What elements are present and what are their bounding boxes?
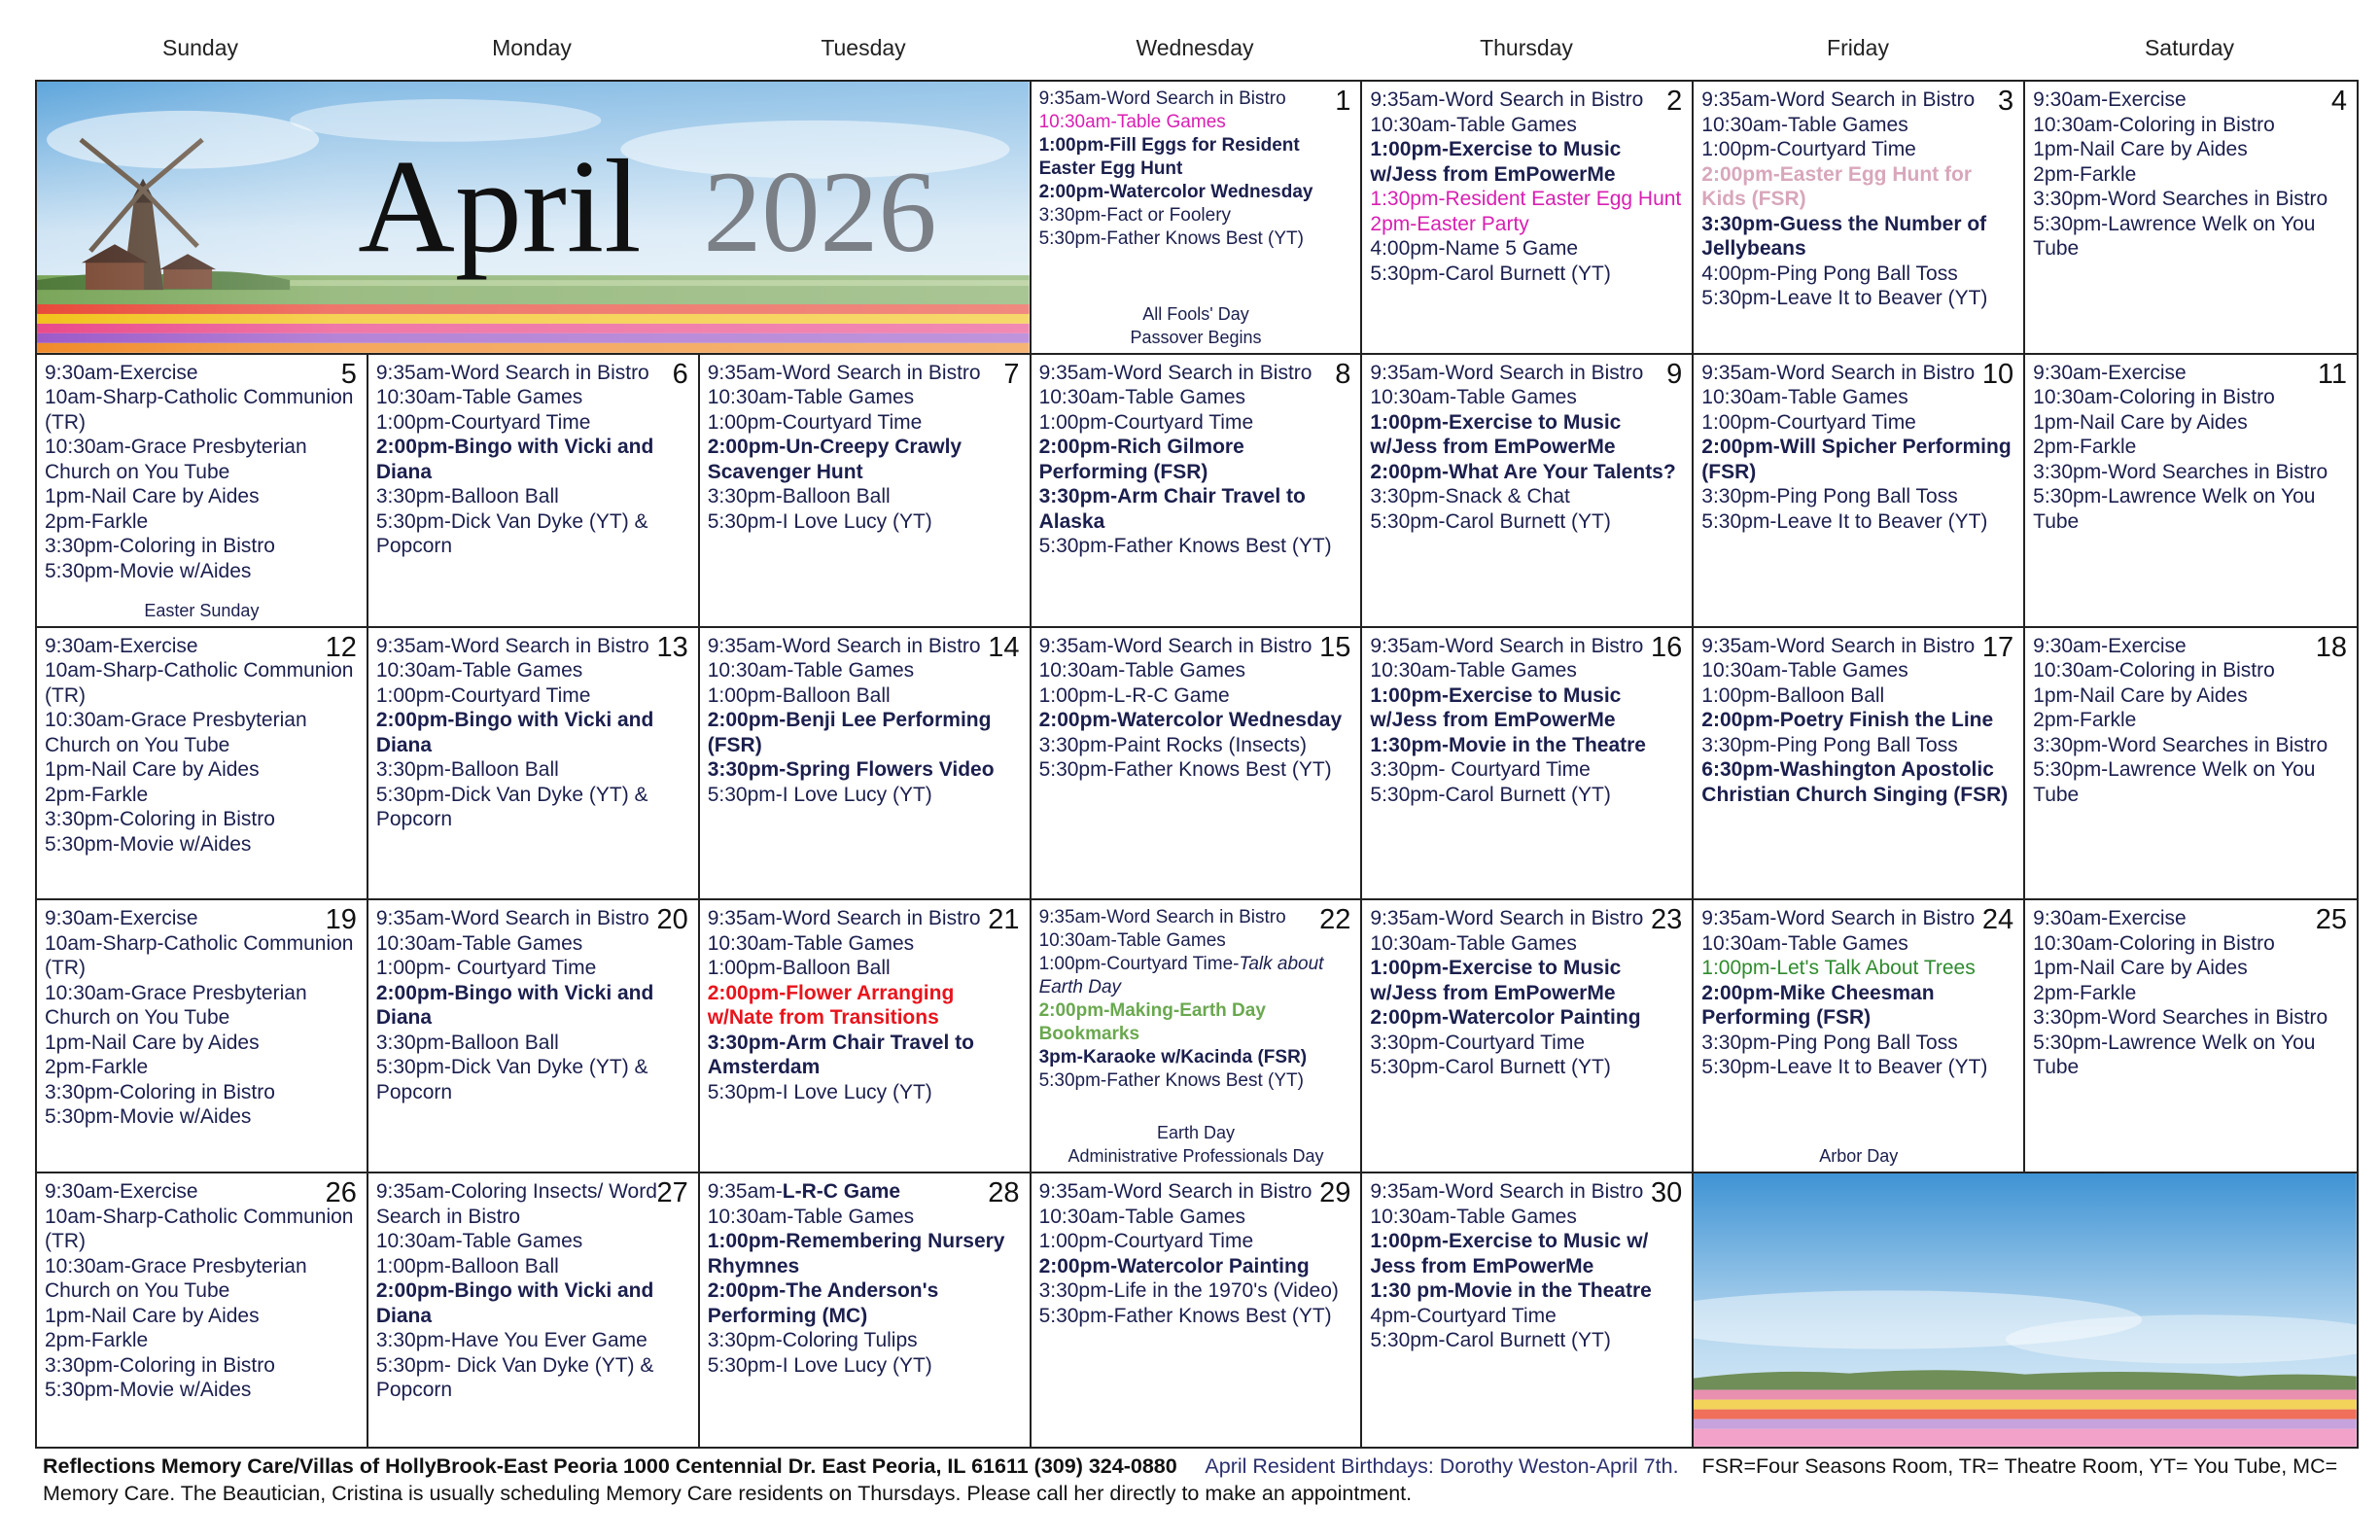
event-item: 2pm-Farkle [2033, 436, 2137, 459]
event-item: 3:30pm-Guess the Number of Jellybeans [1701, 212, 1987, 260]
event-item: 9:35am-Word Search in Bistro [1370, 88, 1644, 111]
event-item: 9:35am-Word Search in Bistro [1701, 907, 1976, 930]
event-item: 1:00pm-Exercise to Music w/Jess from EmPowerMe [1370, 957, 1622, 1004]
month-title: April [358, 131, 642, 281]
day-number: 9 [1666, 358, 1683, 390]
event-item: 1:00pm-Courtyard Time [375, 683, 591, 707]
event-item: 3:30pm-Arm Chair Travel to Amsterdam [707, 1031, 974, 1079]
event-item: 9:35am-Word Search in Bistro [375, 634, 649, 657]
day-cell [1032, 82, 1363, 355]
day-number: 15 [1319, 631, 1351, 663]
event-item: 3:30pm-Have You Ever Game [375, 1329, 648, 1352]
event-item: 3:30pm-Balloon Ball [375, 485, 559, 508]
day-number: 19 [325, 904, 357, 936]
event-item: 2:00pm-Benji Lee Performing (FSR) [707, 709, 992, 756]
event-item: 10:30am-Grace Presbyterian Church on You Tube [45, 981, 307, 1030]
day-number: 10 [1981, 358, 2014, 390]
event-item: 2:00pm-Will Spicher Performing (FSR) [1701, 436, 2012, 483]
day-cell [1694, 900, 2025, 1173]
day-number: 16 [1651, 631, 1683, 663]
event-item: 10:30am-Grace Presbyterian Church on You Tube [45, 1254, 307, 1303]
day-number: 22 [1319, 904, 1351, 936]
event-item: 3:30pm- Courtyard Time [1370, 758, 1591, 782]
event-item: 10:30am-Table Games [707, 931, 915, 955]
event-item: 9:35am-Word Search in Bistro [1370, 907, 1644, 930]
event-item: 5:30pm-Father Knows Best (YT) [1038, 228, 1304, 249]
event-item: 9:30am-Exercise [2033, 907, 2187, 930]
day-cell [368, 1173, 700, 1447]
holiday-label [1694, 1144, 2023, 1168]
event-item: 1pm-Nail Care by Aides [2033, 410, 2248, 434]
event-item: 1:00pm-Balloon Ball [375, 1254, 559, 1278]
event-item: 9:35am-Word Search in Bistro [1038, 907, 1286, 928]
day-number: 18 [2315, 631, 2347, 663]
event-item: 3:30pm-Coloring in Bistro [45, 535, 275, 558]
day-number: 30 [1651, 1177, 1683, 1209]
event-item: 2:00pm-Watercolor Painting [1370, 1006, 1641, 1030]
event-item: 1:00pm-Exercise to Music w/Jess from EmPowerMe [1370, 683, 1622, 732]
day-cell [368, 900, 700, 1173]
event-item: 5:30pm-Movie w/Aides [45, 1105, 252, 1129]
event-item: 10:30am-Table Games [375, 659, 583, 682]
event-item: 10:30am-Table Games [1701, 113, 1908, 136]
weekday-thursday: Thursday [1480, 35, 1573, 60]
event-item: 3:30pm-Ping Pong Ball Toss [1701, 485, 1958, 508]
event-item: 1:00pm-Balloon Ball [1701, 683, 1885, 707]
event-item: 3:30pm-Courtyard Time [1370, 1031, 1586, 1054]
day-number: 11 [2317, 358, 2347, 390]
day-cell [2025, 900, 2357, 1173]
event-item: 5:30pm-Father Knows Best (YT) [1038, 535, 1332, 558]
event-item: 3:30pm-Balloon Ball [707, 485, 891, 508]
holiday-name: Passover Begins [1130, 327, 1262, 347]
event-item: 10:30am-Table Games [1038, 1205, 1246, 1228]
event-item: 9:35am-Word Search in Bistro [1038, 88, 1286, 109]
event-item: 2:00pm-Easter Egg Hunt for Kids (FSR) [1701, 162, 1972, 210]
holiday-label [37, 599, 367, 622]
event-item: 3:30pm-Word Searches in Bistro [2033, 1006, 2328, 1030]
weekday-monday: Monday [492, 35, 572, 60]
holiday-label [1032, 1121, 1361, 1168]
day-number: 7 [1003, 358, 1020, 390]
day-cell [700, 900, 1032, 1173]
footer-address: Reflections Memory Care/Villas of HollyBrook-East Peoria 1000 Centennial Dr. East Peoria, IL 61611 (309) 324-0880 [43, 1454, 1177, 1478]
event-item: 1pm-Nail Care by Aides [2033, 138, 2248, 160]
event-item: 10am-Sharp-Catholic Communion (TR) [45, 386, 354, 434]
event-item: 5:30pm-Carol Burnett (YT) [1370, 509, 1611, 533]
event-item: 10:30am-Grace Presbyterian Church on You Tube [45, 709, 307, 756]
day-cell [1694, 82, 2025, 355]
event-item: 9:30am-Exercise [45, 634, 198, 657]
event-item: 5:30pm-I Love Lucy (YT) [707, 1080, 932, 1103]
event-item: 2:00pm-Watercolor Wednesday [1038, 709, 1343, 732]
event-item: 10:30am-Coloring in Bistro [2033, 113, 2275, 136]
event-item: 3:30pm-Coloring in Bistro [45, 1080, 275, 1103]
event-item: 5:30pm-I Love Lucy (YT) [707, 783, 932, 806]
event-item: 5:30pm-Dick Van Dyke (YT) & Popcorn [375, 783, 648, 831]
event-item: 9:35am-Word Search in Bistro [1701, 634, 1976, 657]
day-number: 8 [1335, 358, 1351, 390]
holiday-name: Arbor Day [1819, 1146, 1899, 1167]
weekday-friday: Friday [1827, 35, 1889, 60]
event-item: 2:00pm-Watercolor Painting [1038, 1254, 1310, 1278]
event-item: 2:00pm-Flower Arranging w/Nate from Transitions [707, 981, 955, 1030]
tulip-field-image [1694, 1173, 2357, 1447]
day-cell [1694, 355, 2025, 628]
day-cell [1694, 628, 2025, 901]
event-item: 10:30am-Table Games [1701, 386, 1908, 409]
day-number: 3 [1998, 86, 2014, 117]
day-number: 17 [1981, 631, 2014, 663]
event-item [708, 1179, 1022, 1205]
event-item: 10:30am-Table Games [1038, 930, 1226, 952]
day-cell [1362, 82, 1694, 355]
event-item: 3:30pm-Word Searches in Bistro [2033, 188, 2328, 210]
footer-note [43, 1452, 2357, 1507]
event-item: 9:30am-Exercise [45, 907, 198, 930]
event-item: 9:30am-Exercise [45, 1180, 198, 1204]
event-item: 2pm-Farkle [45, 783, 149, 806]
day-cell [368, 628, 700, 901]
event-item: 1:00pm-Courtyard Time [1038, 410, 1254, 434]
day-cell [1362, 1173, 1694, 1447]
event-time: 9:35am- [707, 1180, 783, 1204]
event-item: 10:30am-Table Games [1038, 386, 1246, 409]
event-item: 5:30pm-Carol Burnett (YT) [1370, 783, 1611, 806]
holiday-name: Administrative Professionals Day [1068, 1146, 1324, 1167]
event-item: 9:35am-Coloring Insects/ Word Search in Bistro [375, 1180, 657, 1228]
event-item: 5:30pm-Lawrence Welk on You Tube [2033, 1031, 2316, 1079]
event-item: 10:30am-Table Games [707, 659, 915, 682]
day-cell [700, 1173, 1032, 1447]
event-item: 5:30pm- Dick Van Dyke (YT) & Popcorn [375, 1353, 654, 1402]
event-item [1039, 953, 1353, 999]
event-item: 2:00pm-Bingo with Vicki and Diana [375, 436, 654, 483]
holiday-name: Easter Sunday [144, 600, 260, 620]
event-item: 10:30am-Table Games [707, 1205, 915, 1228]
event-item: 1:00pm-Remembering Nursery Rhymnes [707, 1230, 1005, 1278]
event-item: 10:30am-Table Games [707, 386, 915, 409]
event-item: 10:30am-Table Games [1370, 113, 1577, 136]
event-item: 3:30pm-Spring Flowers Video [707, 758, 995, 782]
event-item: 10:30am-Table Games [1370, 931, 1577, 955]
event-item: 10am-Sharp-Catholic Communion (TR) [45, 931, 354, 980]
event-item: 5:30pm-Movie w/Aides [45, 1379, 252, 1402]
event-item: 10:30am-Table Games [1038, 659, 1246, 682]
event-item: 10:30am-Table Games [1370, 659, 1577, 682]
event-item: 10:30am-Table Games [1038, 112, 1226, 132]
day-cell [37, 628, 368, 901]
event-item: 1:00pm-Balloon Ball [707, 957, 891, 980]
event-item: 1:00pm-Exercise to Music w/ Jess from EmPowerMe [1370, 1230, 1649, 1278]
event-item: 5:30pm-Carol Burnett (YT) [1370, 1329, 1611, 1352]
event-item: 9:30am-Exercise [45, 361, 198, 384]
day-cell [37, 355, 368, 628]
event-item: 2pm-Farkle [45, 509, 149, 533]
event-item: 9:35am-Word Search in Bistro [1370, 634, 1644, 657]
event-item: 2pm-Easter Party [1370, 212, 1529, 235]
event-item: 5:30pm-Father Knows Best (YT) [1038, 1304, 1332, 1327]
event-item: 10:30am-Table Games [1370, 1205, 1577, 1228]
event-item: 3:30pm-Life in the 1970's (Video) [1038, 1279, 1339, 1303]
event-item: 5:30pm-Movie w/Aides [45, 832, 252, 856]
footer-legend: FSR=Four Seasons Room, TR= Theatre Room, YT= You Tube, MC= Memory Care. The Beautician, Cristina is usually scheduling Memory Care residents on Thursdays. Please call her directly to make an appointment. [43, 1454, 2338, 1505]
day-number: 14 [988, 631, 1020, 663]
day-number: 26 [325, 1177, 357, 1209]
event-item: 3:30pm-Arm Chair Travel to Alaska [1038, 485, 1306, 533]
event-item: 9:35am-Word Search in Bistro [1370, 361, 1644, 384]
event-item: 5:30pm-Lawrence Welk on You Tube [2033, 758, 2316, 806]
event-item: 1pm-Nail Care by Aides [2033, 957, 2248, 980]
day-number: 20 [656, 904, 688, 936]
event-item: 9:35am-Word Search in Bistro [1038, 1180, 1312, 1204]
day-number: 28 [988, 1177, 1020, 1209]
event-item: 9:35am-Word Search in Bistro [1038, 634, 1312, 657]
event-item: 3:30pm-Coloring in Bistro [45, 808, 275, 831]
day-number: 21 [988, 904, 1020, 936]
day-number: 29 [1319, 1177, 1351, 1209]
holiday-name: All Fools' Day [1142, 303, 1249, 324]
event-item: 4:00pm-Ping Pong Ball Toss [1701, 262, 1958, 285]
event-item: 1:30 pm-Movie in the Theatre [1370, 1279, 1652, 1303]
day-number: 13 [656, 631, 688, 663]
day-cell [368, 355, 700, 628]
event-item: 1:00pm-Fill Eggs for Resident Easter Egg Hunt [1038, 135, 1300, 179]
footer-birthdays: April Resident Birthdays: Dorothy Weston-April 7th. [1205, 1454, 1679, 1478]
event-item: 2:00pm-Bingo with Vicki and Diana [375, 1279, 654, 1327]
day-cell [2025, 355, 2357, 628]
event-item: 4pm-Courtyard Time [1370, 1304, 1557, 1327]
event-item: 3:30pm-Balloon Ball [375, 758, 559, 782]
event-item: 5:30pm-I Love Lucy (YT) [707, 1353, 932, 1377]
event-item: 10:30am-Table Games [1701, 931, 1908, 955]
event-item: 2pm-Farkle [2033, 981, 2137, 1004]
weekday-tuesday: Tuesday [821, 35, 906, 60]
event-item: 1:30pm-Movie in the Theatre [1370, 733, 1646, 756]
event-item: 3:30pm-Ping Pong Ball Toss [1701, 733, 1958, 756]
event-item: 3:30pm-Coloring in Bistro [45, 1353, 275, 1377]
event-item: 5:30pm-Movie w/Aides [45, 559, 252, 582]
day-cell [1362, 355, 1694, 628]
event-item: 1:00pm-Courtyard Time [707, 410, 923, 434]
event-item: 3:30pm-Paint Rocks (Insects) [1038, 733, 1307, 756]
event-item: 2:00pm-Bingo with Vicki and Diana [375, 709, 654, 756]
event-item: 3pm-Karaoke w/Kacinda (FSR) [1038, 1047, 1308, 1068]
event-item: 2:00pm-Rich Gilmore Performing (FSR) [1038, 436, 1244, 483]
event-item: 3:30pm-Balloon Ball [375, 1031, 559, 1054]
event-item: 10:30am-Table Games [375, 386, 583, 409]
day-number: 6 [672, 358, 688, 390]
event-item: 10:30am-Table Games [375, 1230, 583, 1253]
event-item: 10:30am-Table Games [1701, 659, 1908, 682]
event-item: 1:00pm- Courtyard Time [375, 957, 597, 980]
event-item: 3:30pm-Ping Pong Ball Toss [1701, 1031, 1958, 1054]
day-number: 27 [656, 1177, 688, 1209]
event-item: 5:30pm-Lawrence Welk on You Tube [2033, 212, 2316, 260]
event-item: 1:00pm-Let's Talk About Trees [1701, 957, 1976, 980]
event-item: 5:30pm-Leave It to Beaver (YT) [1701, 509, 1988, 533]
event-item: 10:30am-Grace Presbyterian Church on You Tube [45, 436, 307, 483]
event-item: 4:00pm-Name 5 Game [1370, 237, 1579, 260]
event-item: 10am-Sharp-Catholic Communion (TR) [45, 1205, 354, 1253]
event-item: 9:35am-Word Search in Bistro [1701, 361, 1976, 384]
day-number: 5 [340, 358, 357, 390]
event-item: 1:00pm-L-R-C Game [1038, 683, 1230, 707]
event-item: 2:00pm-Un-Creepy Crawly Scavenger Hunt [707, 436, 962, 483]
header-banner [37, 82, 1032, 355]
event-item: 1pm-Nail Care by Aides [2033, 683, 2248, 707]
event-item: 9:35am-Word Search in Bistro [707, 634, 981, 657]
day-number: 4 [2330, 86, 2347, 117]
event-time: 1:00pm-Courtyard Time- [1038, 954, 1240, 975]
event-item: 3:30pm-Word Searches in Bistro [2033, 460, 2328, 483]
event-item: 2:00pm-Bingo with Vicki and Diana [375, 981, 654, 1030]
day-cell [1032, 1173, 1363, 1447]
event-item: 3:30pm-Snack & Chat [1370, 485, 1570, 508]
event-item: 9:35am-Word Search in Bistro [1038, 361, 1312, 384]
day-cell [1362, 628, 1694, 901]
event-item: 10:30am-Coloring in Bistro [2033, 931, 2275, 955]
event-item: 5:30pm-I Love Lucy (YT) [707, 509, 932, 533]
day-cell [37, 1173, 368, 1447]
footer-banner [1694, 1173, 2357, 1447]
event-item: 10:30am-Coloring in Bistro [2033, 659, 2275, 682]
event-item: 5:30pm-Lawrence Welk on You Tube [2033, 485, 2316, 533]
event-item: 2:00pm-Mike Cheesman Performing (FSR) [1701, 981, 1935, 1030]
event-item: 9:35am-Word Search in Bistro [707, 907, 981, 930]
event-item: 3:30pm-Fact or Foolery [1038, 205, 1232, 226]
event-item: 10:30am-Table Games [375, 931, 583, 955]
day-number: 25 [2315, 904, 2347, 936]
event-item: 9:30am-Exercise [2033, 88, 2187, 111]
event-item: 10am-Sharp-Catholic Communion (TR) [45, 659, 354, 707]
event-item: 5:30pm-Dick Van Dyke (YT) & Popcorn [375, 1056, 648, 1103]
event-item: 5:30pm-Father Knows Best (YT) [1038, 1070, 1304, 1092]
event-item: 2pm-Farkle [2033, 709, 2137, 732]
day-number: 2 [1666, 86, 1683, 117]
event-title: L-R-C Game [782, 1180, 901, 1204]
event-item: 2:00pm-What Are Your Talents? [1370, 460, 1676, 483]
event-item: 2:00pm-Poetry Finish the Line [1701, 709, 1994, 732]
event-item: 3:30pm-Word Searches in Bistro [2033, 733, 2328, 756]
day-cell [2025, 82, 2357, 355]
weekday-sunday: Sunday [161, 35, 238, 60]
event-item: 1:30pm-Resident Easter Egg Hunt [1370, 188, 1682, 210]
event-item: 10:30am-Coloring in Bistro [2033, 386, 2275, 409]
event-item: 2:00pm-Making-Earth Day Bookmarks [1038, 1000, 1266, 1045]
event-item: 9:30am-Exercise [2033, 634, 2187, 657]
event-item: 9:35am-Word Search in Bistro [707, 361, 981, 384]
day-cell [1032, 900, 1363, 1173]
event-item: 2pm-Farkle [45, 1329, 149, 1352]
day-cell [37, 900, 368, 1173]
event-item: 2:00pm-Watercolor Wednesday [1038, 182, 1313, 202]
event-item: 1:00pm-Courtyard Time [1701, 138, 1916, 160]
weekday-wednesday: Wednesday [1136, 35, 1254, 60]
tulip-field-windmill-image [37, 82, 1030, 353]
day-number: 24 [1981, 904, 2014, 936]
event-item: 1:00pm-Courtyard Time [1701, 410, 1916, 434]
day-number: 12 [325, 631, 357, 663]
day-cell [1032, 628, 1363, 901]
event-item: 1:00pm-Courtyard Time [375, 410, 591, 434]
day-cell [700, 628, 1032, 901]
holiday-label [1032, 302, 1361, 349]
weekday-saturday: Saturday [2144, 35, 2235, 60]
event-item: 2pm-Farkle [2033, 162, 2137, 186]
event-item: 5:30pm-Leave It to Beaver (YT) [1701, 287, 1988, 309]
event-item: 1pm-Nail Care by Aides [45, 1031, 260, 1054]
event-item: 5:30pm-Leave It to Beaver (YT) [1701, 1056, 1988, 1079]
day-cell [2025, 628, 2357, 901]
event-item: 2pm-Farkle [45, 1056, 149, 1079]
calendar-grid [35, 80, 2359, 1449]
day-number: 23 [1651, 904, 1683, 936]
event-item: 9:35am-Word Search in Bistro [375, 907, 649, 930]
year-title: 2026 [703, 147, 937, 277]
event-item: 1pm-Nail Care by Aides [45, 758, 260, 782]
event-item: 1:00pm-Exercise to Music w/Jess from EmPowerMe [1370, 410, 1622, 459]
event-item: 3:30pm-Coloring Tulips [707, 1329, 918, 1352]
event-item: 1pm-Nail Care by Aides [45, 485, 260, 508]
event-item: 5:30pm-Dick Van Dyke (YT) & Popcorn [375, 509, 648, 558]
day-number: 1 [1335, 86, 1351, 117]
event-item: 1:00pm-Balloon Ball [707, 683, 891, 707]
event-note: Talk about Earth Day [1038, 954, 1324, 998]
holiday-name: Earth Day [1156, 1123, 1236, 1143]
event-item: 9:35am-Word Search in Bistro [1370, 1180, 1644, 1204]
event-item: 10:30am-Table Games [1370, 386, 1577, 409]
event-item: 5:30pm-Carol Burnett (YT) [1370, 1056, 1611, 1079]
event-item: 1pm-Nail Care by Aides [45, 1304, 260, 1327]
event-item: 9:30am-Exercise [2033, 361, 2187, 384]
day-cell [1362, 900, 1694, 1173]
event-item: 1:00pm-Courtyard Time [1038, 1230, 1254, 1253]
event-item: 6:30pm-Washington Apostolic Christian Church Singing (FSR) [1701, 758, 2009, 806]
day-cell [700, 355, 1032, 628]
event-item: 9:35am-Word Search in Bistro [375, 361, 649, 384]
day-cell [1032, 355, 1363, 628]
event-item: 9:35am-Word Search in Bistro [1701, 88, 1976, 111]
event-item: 2:00pm-The Anderson's Performing (MC) [707, 1279, 939, 1327]
event-item: 1:00pm-Exercise to Music w/Jess from EmPowerMe [1370, 138, 1622, 186]
event-item: 5:30pm-Father Knows Best (YT) [1038, 758, 1332, 782]
event-item: 5:30pm-Carol Burnett (YT) [1370, 262, 1611, 285]
